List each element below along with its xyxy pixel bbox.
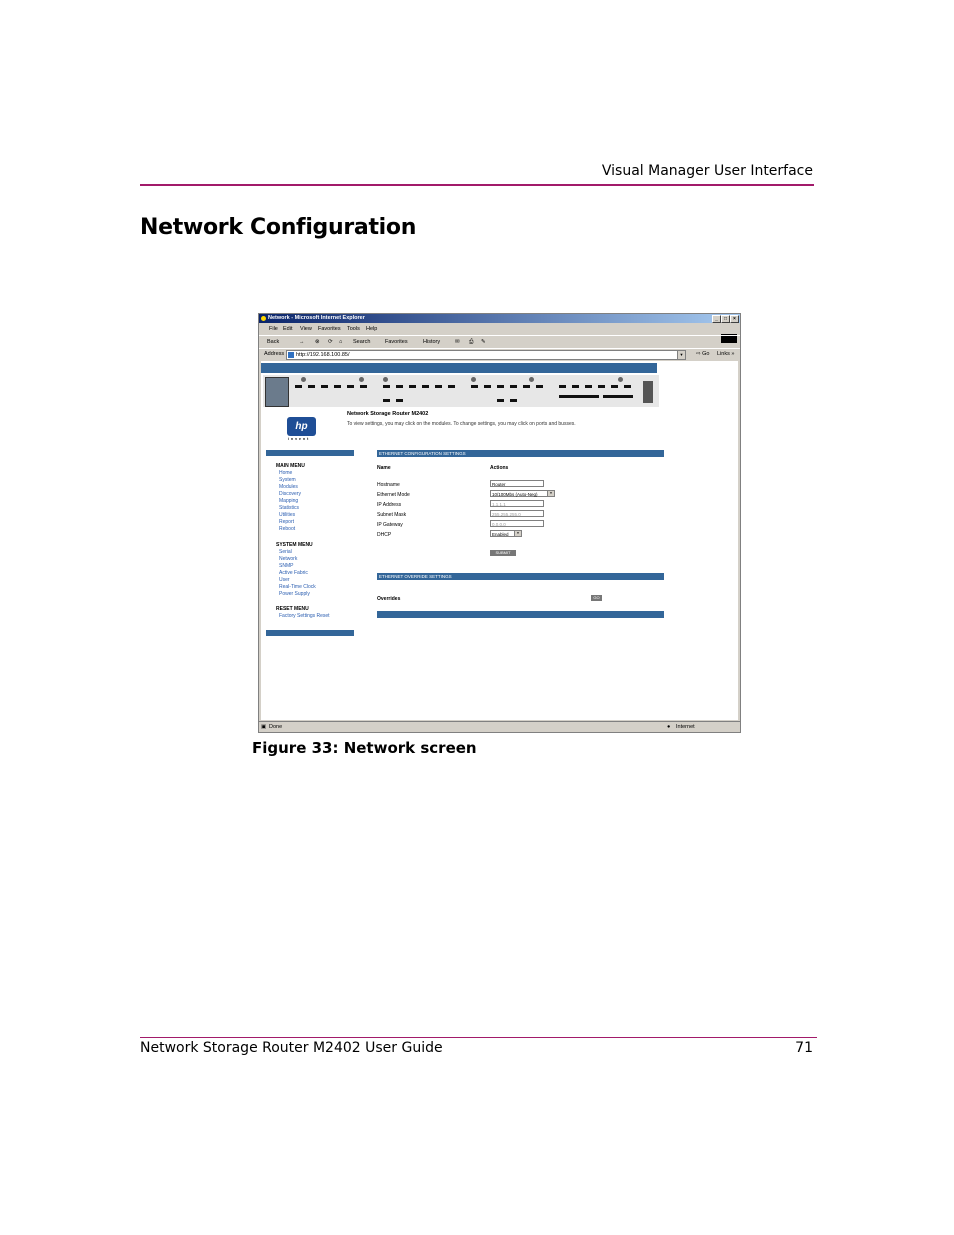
address-input[interactable]: [286, 350, 686, 360]
main-menu-heading: MAIN MENU: [276, 463, 305, 469]
page-done-icon: ▣: [261, 724, 267, 730]
mail-icon[interactable]: ✉: [455, 339, 460, 345]
port-icon[interactable]: [510, 385, 517, 388]
section-title: Network Configuration: [140, 215, 417, 240]
module-led-icon: [471, 377, 476, 382]
ip-address-input[interactable]: 1.1.1.1: [490, 500, 544, 507]
menu-view[interactable]: View: [300, 326, 312, 332]
url-text: http://192.168.100.85/: [296, 352, 350, 358]
page-number: 71: [795, 1040, 813, 1056]
nav-home[interactable]: Home: [279, 470, 293, 476]
footer-guide-title: Network Storage Router M2402 User Guide: [140, 1040, 443, 1056]
col-name-header: Name: [377, 465, 391, 471]
port-icon[interactable]: [559, 385, 566, 388]
browser-statusbar: [259, 721, 740, 732]
submit-button[interactable]: SUBMIT: [490, 550, 516, 556]
ip-address-label: IP Address: [377, 502, 402, 508]
nav-discovery[interactable]: Discovery: [279, 491, 301, 497]
module-led-icon: [301, 377, 306, 382]
product-help: To view settings, you may click on the modules. To change settings, you may click on ports and busses.: [347, 421, 576, 427]
edit-icon[interactable]: ✎: [481, 339, 486, 345]
page-viewport: [261, 361, 738, 720]
ip-gateway-label: IP Gateway: [377, 522, 403, 528]
menu-favorites[interactable]: Favorites: [318, 326, 341, 332]
print-icon[interactable]: ⎙: [469, 339, 474, 345]
go-override-button[interactable]: GO: [591, 595, 602, 601]
menu-tools[interactable]: Tools: [347, 326, 360, 332]
nav-snmp[interactable]: SNMP: [279, 563, 294, 569]
reset-menu-heading: RESET MENU: [276, 606, 309, 612]
nav-reboot[interactable]: Reboot: [279, 526, 296, 532]
port-icon[interactable]: [523, 385, 530, 388]
maximize-icon[interactable]: □: [721, 315, 730, 323]
port-icon[interactable]: [497, 385, 504, 388]
port-icon[interactable]: [497, 399, 504, 402]
back-button[interactable]: Back: [267, 339, 280, 345]
nav-active-fabric[interactable]: Active Fabric: [279, 570, 308, 576]
browser-title: Network - Microsoft Internet Explorer: [268, 315, 365, 321]
chevron-down-icon: ▼: [547, 491, 554, 496]
menu-file[interactable]: File: [269, 326, 278, 332]
nav-bar-bottom: [266, 630, 354, 636]
network-screenshot: [258, 313, 741, 733]
nav-utilities[interactable]: Utilities: [279, 512, 296, 518]
links-label: Links: [717, 351, 730, 357]
dhcp-label: DHCP: [377, 532, 392, 538]
nav-bar-top: [266, 450, 354, 456]
port-icon[interactable]: [295, 385, 302, 388]
col-actions-header: Actions: [490, 465, 509, 471]
module-led-icon: [529, 377, 534, 382]
dhcp-select[interactable]: [490, 530, 522, 537]
port-icon[interactable]: [435, 385, 442, 388]
ethernet-mode-select[interactable]: [490, 490, 555, 497]
port-icon[interactable]: [611, 385, 618, 388]
chevron-down-icon[interactable]: ▼: [677, 351, 685, 359]
nav-factory-reset[interactable]: Factory Settings Reset: [279, 613, 330, 619]
nav-real-time-clock[interactable]: Real-Time Clock: [279, 584, 316, 590]
links-button[interactable]: Links »: [717, 351, 735, 357]
hostname-label: Hostname: [377, 482, 400, 488]
hp-tagline: invent: [288, 437, 311, 441]
hp-logo: hp: [287, 417, 316, 436]
search-button[interactable]: Search: [353, 339, 371, 345]
running-header: Visual Manager User Interface: [601, 163, 813, 179]
port-icon[interactable]: [360, 385, 367, 388]
subnet-mask-label: Subnet Mask: [377, 512, 407, 518]
minimize-icon[interactable]: _: [712, 315, 721, 323]
port-icon[interactable]: [448, 385, 455, 388]
ethernet-override-header: ETHERNET OVERRIDE SETTINGS: [377, 573, 664, 580]
dhcp-value: Enabled: [492, 532, 509, 537]
override-footer-bar: [377, 611, 664, 618]
figure-caption: Figure 33: Network screen: [252, 739, 477, 757]
globe-icon: ●: [667, 724, 671, 730]
nav-mapping[interactable]: Mapping: [279, 498, 299, 504]
product-name: Network Storage Router M2402: [347, 411, 429, 417]
bus-icon[interactable]: [603, 395, 633, 398]
module-led-icon: [618, 377, 623, 382]
nav-power-supply[interactable]: Power Supply: [279, 591, 310, 597]
close-icon[interactable]: ×: [730, 315, 739, 323]
menu-edit[interactable]: Edit: [283, 326, 293, 332]
ethernet-mode-label: Ethernet Mode: [377, 492, 410, 498]
footer-rule: [140, 1037, 817, 1038]
port-icon[interactable]: [598, 385, 605, 388]
port-icon[interactable]: [334, 385, 341, 388]
port-icon[interactable]: [572, 385, 579, 388]
address-bar: [259, 348, 740, 360]
nav-statistics[interactable]: Statistics: [279, 505, 300, 511]
port-icon[interactable]: [347, 385, 354, 388]
port-icon[interactable]: [471, 385, 478, 388]
nav-system[interactable]: System: [279, 477, 296, 483]
port-icon[interactable]: [510, 399, 517, 402]
router-modules-graphic[interactable]: [263, 375, 659, 407]
nav-serial[interactable]: Serial: [279, 549, 292, 555]
port-icon[interactable]: [585, 385, 592, 388]
port-icon[interactable]: [396, 385, 403, 388]
nav-user[interactable]: User: [279, 577, 290, 583]
history-button[interactable]: History: [423, 339, 441, 345]
top-band: [261, 363, 657, 373]
port-icon[interactable]: [383, 399, 390, 402]
port-icon[interactable]: [422, 385, 429, 388]
port-icon[interactable]: [484, 385, 491, 388]
ip-gateway-input[interactable]: 0.0.0.0: [490, 520, 544, 527]
browser-titlebar: [259, 314, 740, 323]
router-icon[interactable]: [265, 377, 289, 407]
go-label: Go: [702, 351, 710, 357]
nav-network[interactable]: Network: [279, 556, 298, 562]
page-icon: [288, 352, 294, 358]
nav-report[interactable]: Report: [279, 519, 295, 525]
port-icon[interactable]: [321, 385, 328, 388]
browser-toolbar: [259, 335, 740, 348]
favorites-button[interactable]: Favorites: [385, 339, 408, 345]
overrides-label: Overrides: [377, 596, 401, 602]
system-menu-heading: SYSTEM MENU: [276, 542, 313, 548]
menu-help[interactable]: Help: [366, 326, 378, 332]
ethernet-config-header: ETHERNET CONFIGURATION SETTINGS: [377, 450, 664, 457]
module-led-icon: [383, 377, 388, 382]
port-icon[interactable]: [624, 385, 631, 388]
refresh-icon[interactable]: ⟳: [328, 339, 333, 345]
ethernet-mode-value: 10/100Mbs (Auto-Neg): [492, 492, 538, 497]
module-led-icon: [359, 377, 364, 382]
home-icon[interactable]: ⌂: [339, 339, 343, 345]
chevron-down-icon: ▼: [514, 531, 521, 536]
forward-icon[interactable]: →: [299, 339, 305, 345]
address-label: Address: [264, 351, 285, 357]
port-icon[interactable]: [308, 385, 315, 388]
stop-icon[interactable]: ⊗: [315, 339, 320, 345]
browser-menubar: [259, 324, 740, 334]
port-icon[interactable]: [396, 399, 403, 402]
port-icon[interactable]: [536, 385, 543, 388]
port-icon[interactable]: [409, 385, 416, 388]
go-button[interactable]: ⇨ Go: [696, 351, 710, 357]
hostname-input[interactable]: Router: [490, 480, 544, 487]
power-module-icon[interactable]: [643, 381, 653, 403]
nav-modules[interactable]: Modules: [279, 484, 298, 490]
port-icon[interactable]: [383, 385, 390, 388]
status-text: Done: [269, 724, 283, 730]
bus-icon[interactable]: [559, 395, 599, 398]
subnet-mask-input[interactable]: 255.255.255.0: [490, 510, 544, 517]
zone-text: Internet: [676, 724, 695, 730]
header-rule: [140, 184, 814, 186]
ie-icon: [261, 316, 266, 321]
